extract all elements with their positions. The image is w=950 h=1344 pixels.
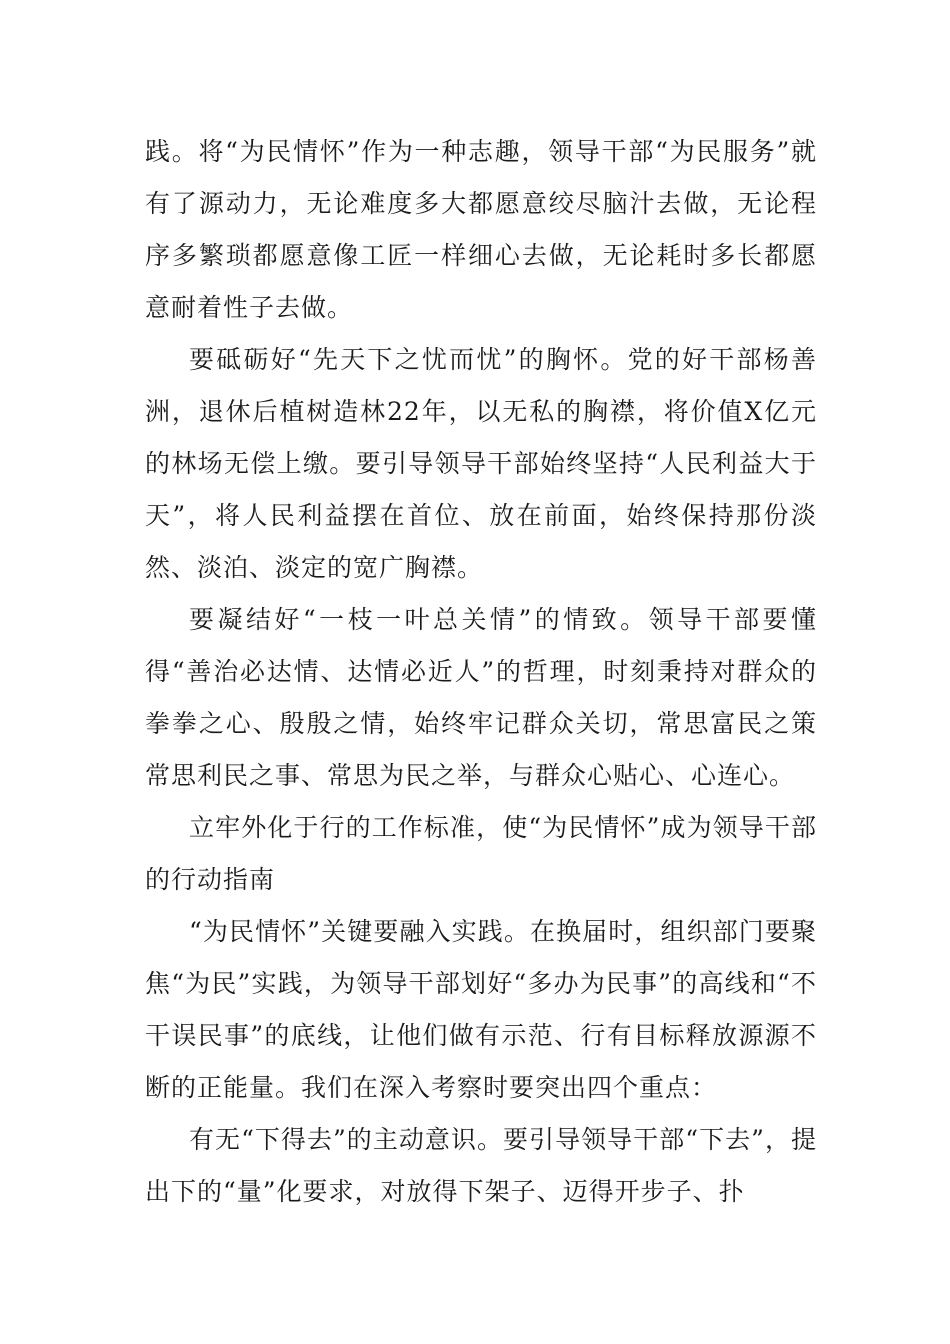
section-heading: 立牢外化于行的工作标准，使“为民情怀”成为领导干部的行动指南 — [145, 813, 817, 894]
document-body — [145, 126, 817, 1218]
paragraph-2: 要砥砺好“先天下之忧而忧”的胸怀。党的好干部杨善洲，退休后植树造林22年，以无私的胸襟，将价值X亿元的林场无偿上缴。要引导领导干部始终坚持“人民利益大于天”，将人民利益摆在首位、放在前面，始终保持那份淡然、淡泊、淡定的宽广胸襟。 — [145, 345, 817, 582]
paragraph-3: 要凝结好“一枝一叶总关情”的情致。领导干部要懂得“善治必达情、达情必近人”的哲理，时刻秉持对群众的拳拳之心、殷殷之情，始终牢记群众关切，常思富民之策常思利民之事、常思为民之举，与群众心贴心、心连心。 — [145, 605, 817, 790]
paragraph-5: 有无“下得去”的主动意识。要引导领导干部“下去”，提出下的“量”化要求，对放得下架子、迈得开步子、扑 — [145, 1125, 817, 1206]
paragraph-4: “为民情怀”关键要融入实践。在换届时，组织部门要聚焦“为民”实践，为领导干部划好“多办为民事”的高线和“不干误民事”的底线，让他们做有示范、行有目标释放源源不断的正能量。我们在深入考察时要突出四个重点： — [145, 917, 817, 1102]
paragraph-1: 践。将“为民情怀”作为一种志趣，领导干部“为民服务”就有了源动力，无论难度多大都愿意绞尽脑汁去做，无论程序多繁琐都愿意像工匠一样细心去做，无论耗时多长都愿意耐着性子去做。 — [145, 137, 817, 322]
